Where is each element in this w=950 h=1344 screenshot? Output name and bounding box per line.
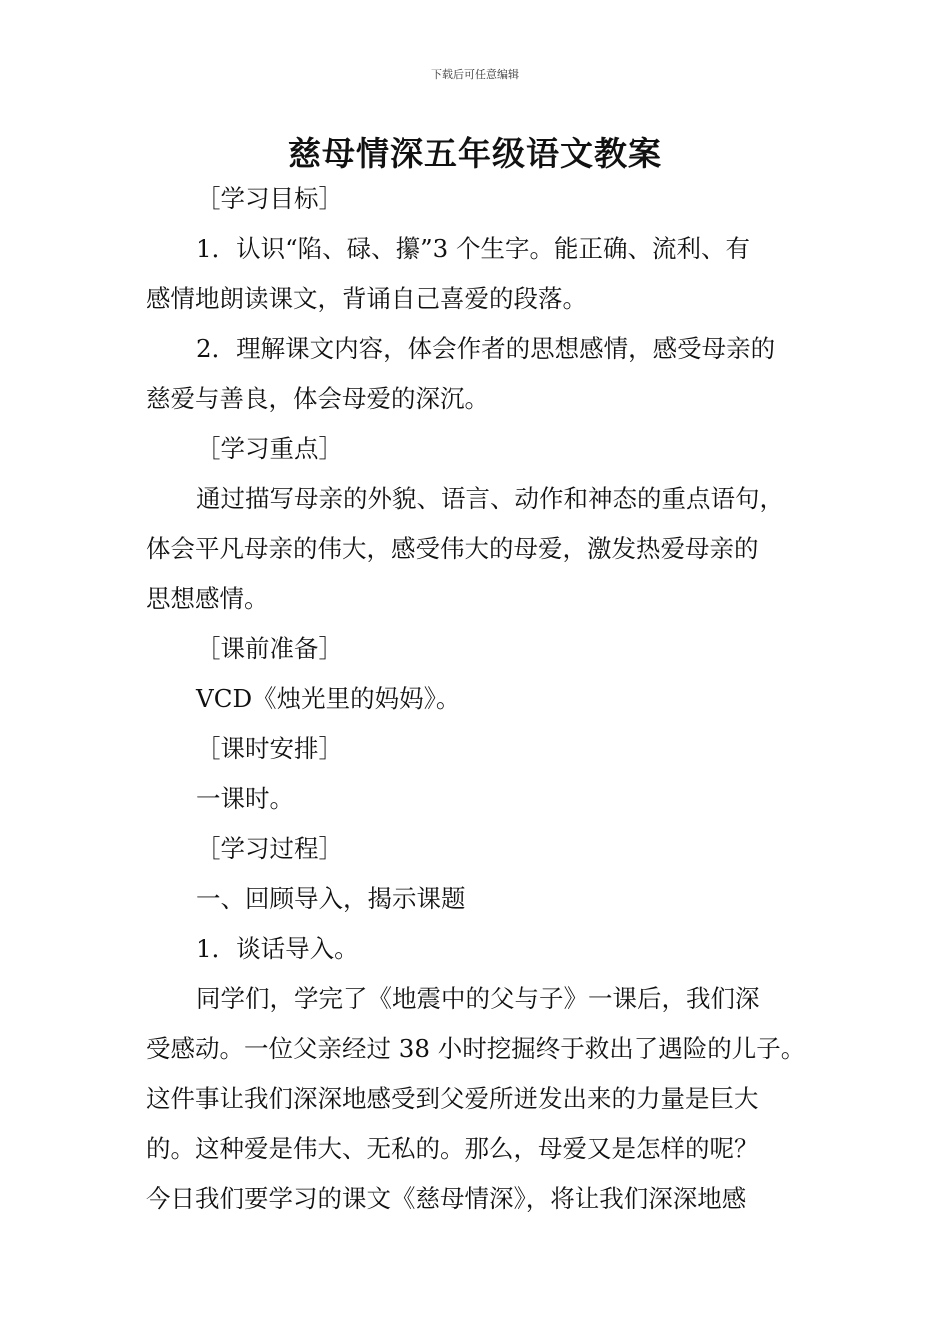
paragraph-line: 这件事让我们深深地感受到父爱所迸发出来的力量是巨大 (146, 1084, 759, 1113)
paragraph-line: 一课时。 (196, 784, 294, 813)
paragraph-line: 的。这种爱是伟大、无私的。那么，母爱又是怎样的呢？ (146, 1134, 759, 1163)
section-heading-process: ［学习过程］ (196, 834, 343, 863)
paragraph-line: 慈爱与善良，体会母爱的深沉。 (146, 384, 489, 413)
paragraph-line: VCD《烛光里的妈妈》。 (196, 684, 461, 713)
paragraph-line: 受感动。一位父亲经过 38 小时挖掘终于救出了遇险的儿子。 (146, 1034, 806, 1063)
paragraph-line: 1．谈话导入。 (196, 934, 359, 963)
paragraph-line: 2．理解课文内容，体会作者的思想感情，感受母亲的 (196, 334, 776, 363)
section-heading-focus: ［学习重点］ (196, 434, 343, 463)
document-title: 慈母情深五年级语文教案 (288, 134, 662, 173)
section-heading-objectives: ［学习目标］ (196, 184, 343, 213)
paragraph-line: 感情地朗读课文，背诵自己喜爱的段落。 (146, 284, 587, 313)
paragraph-line: 同学们，学完了《地震中的父与子》一课后，我们深 (196, 984, 760, 1013)
paragraph-line: 一、回顾导入，揭示课题 (196, 884, 466, 913)
paragraph-line: 体会平凡母亲的伟大，感受伟大的母爱，激发热爱母亲的 (146, 534, 759, 563)
paragraph-line: 今日我们要学习的课文《慈母情深》，将让我们深深地感 (146, 1184, 747, 1213)
paragraph-line: 思想感情。 (146, 584, 269, 613)
paragraph-line: 通过描写母亲的外貌、语言、动作和神态的重点语句， (196, 484, 784, 513)
section-heading-schedule: ［课时安排］ (196, 734, 343, 763)
section-heading-preparation: ［课前准备］ (196, 634, 343, 663)
paragraph-line: 1．认识“陷、碌、攥”3 个生字。能正确、流利、有 (196, 234, 751, 263)
header-note: 下载后可任意编辑 (431, 68, 519, 81)
